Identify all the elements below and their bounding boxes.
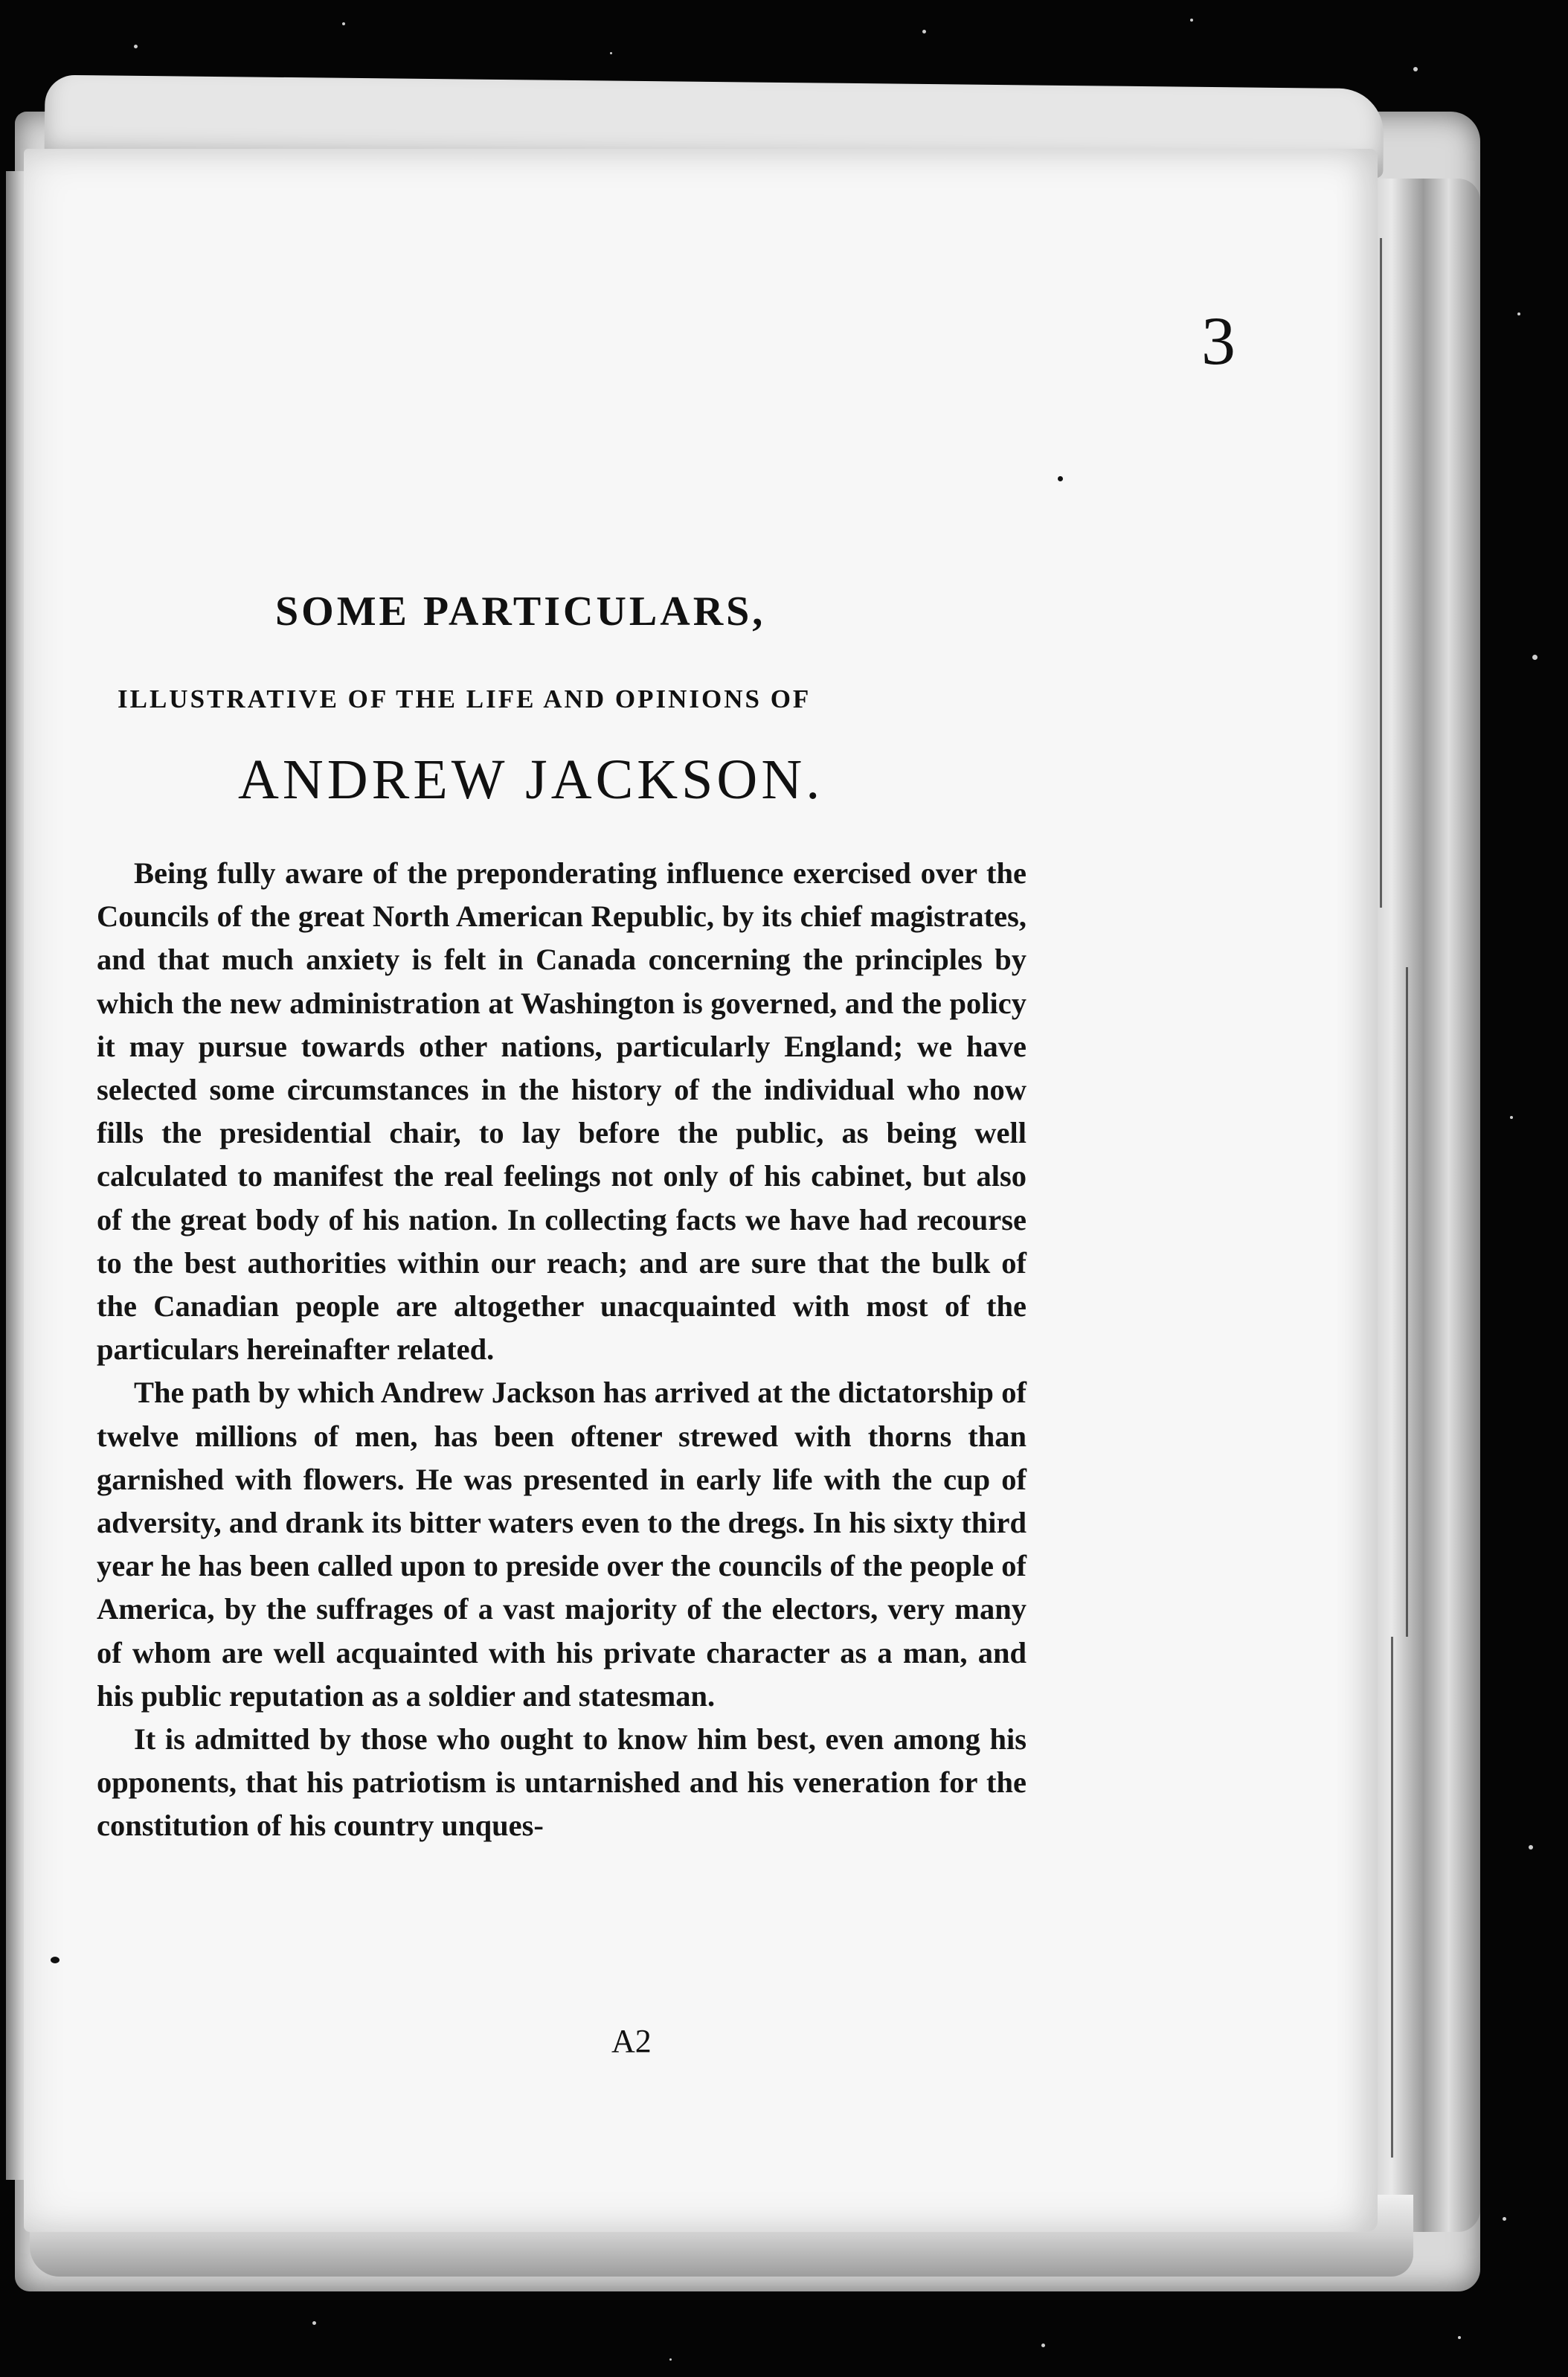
paragraph: It is admitted by those who ought to know him best, even among his opponents, that his patriotism is untarnished and his veneration for the constitution of his country unques- — [97, 1722, 1026, 1843]
speckle — [669, 2358, 672, 2361]
page-crease — [1380, 238, 1382, 908]
paragraph: The path by which Andrew Jackson has arrived at the dictatorship of twelve millions of men, has been oftener strewed with thorns than garnished with flowers. He was presented in early life with the cup of adversity, and drank its bitter waters even to the dregs. In his sixty third year he has been called upon to preside over the councils of the people of America, by the suffrages of a vast majority of the electors, very many of whom are well acquainted with his private character as a man, and his public reputation as a soldier and statesman. — [97, 1376, 1026, 1713]
speckle — [1529, 1845, 1533, 1850]
speckle — [1510, 1116, 1513, 1119]
speckle — [134, 45, 138, 48]
page-crease — [1406, 967, 1408, 1637]
paragraph: Being fully aware of the preponderating influence exercised over the Councils of the great North American Republic, by its chief magistrates, and that much anxiety is felt in Canada concerning the principles by which the new administration at Washington is governed, and the policy it may pursue towards other nations, particularly England; we have selected some circumstances in the history of the individual who now fills the presidential chair, to lay before the public, as being well calculated to manifest the real feelings not only of his cabinet, but also of the great body of his nation. In collecting facts we have had recourse to the best authorities within our reach; and are sure that the bulk of the Canadian people are altogether unacquainted with most of the particulars hereinafter related. — [97, 856, 1026, 1367]
speckle — [1041, 2344, 1045, 2347]
page-crease — [1391, 1637, 1393, 2158]
speckle — [312, 2321, 316, 2325]
ink-mark — [51, 1957, 60, 1963]
title-some-particulars: SOME PARTICULARS, — [275, 588, 766, 635]
page-number: 3 — [1201, 303, 1236, 379]
ink-mark — [1058, 476, 1063, 481]
speckle — [1458, 2336, 1461, 2339]
speckle — [1190, 19, 1193, 22]
speckle — [1413, 67, 1418, 71]
speckle — [922, 30, 926, 33]
body-text — [97, 852, 1026, 1848]
subtitle-illustrative: ILLUSTRATIVE OF THE LIFE AND OPINIONS OF — [118, 684, 812, 713]
signature-mark: A2 — [611, 2023, 652, 2059]
speckle — [1503, 2217, 1506, 2221]
speckle — [1517, 312, 1520, 315]
title-andrew-jackson: ANDREW JACKSON. — [238, 748, 824, 811]
speckle — [1532, 655, 1538, 660]
speckle — [342, 22, 345, 25]
speckle — [610, 52, 612, 54]
